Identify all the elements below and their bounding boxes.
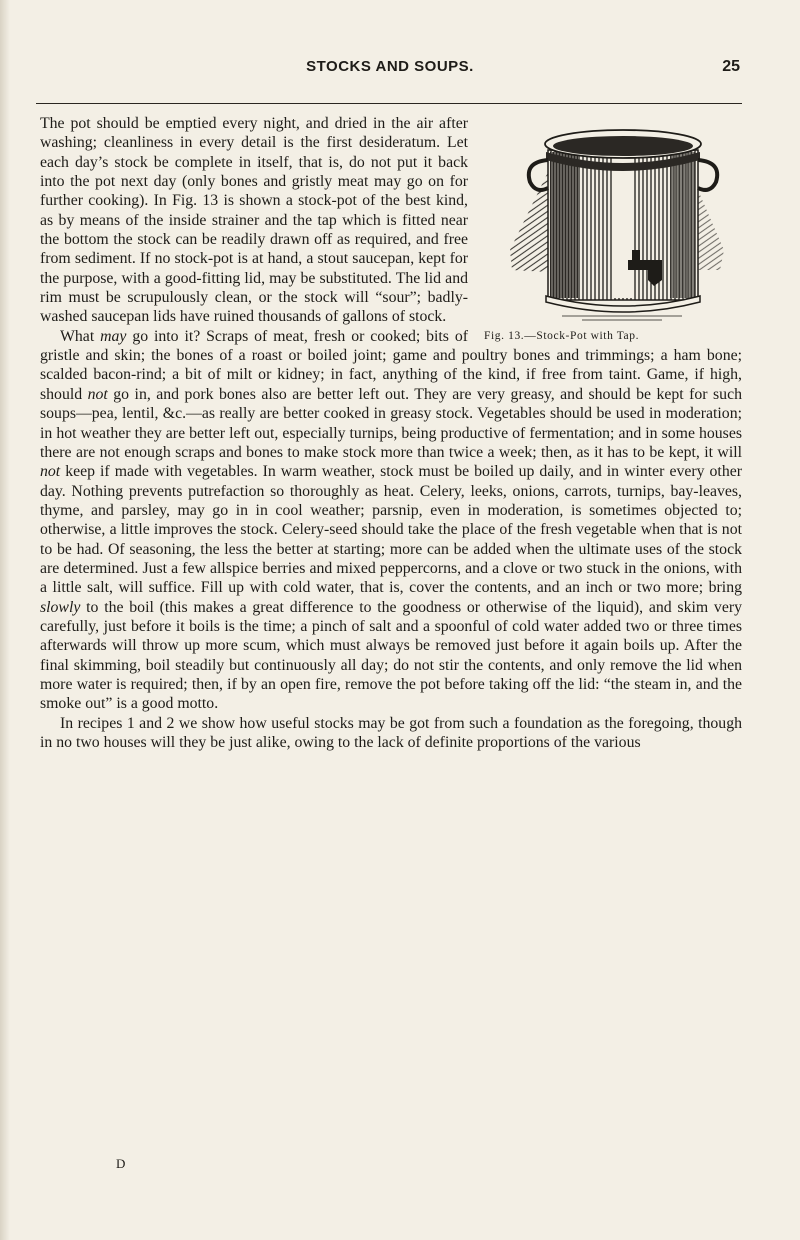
emphasis-slowly: slowly: [40, 598, 81, 616]
emphasis-not-1: not: [87, 385, 108, 403]
emphasis-may: may: [100, 327, 127, 345]
paragraph-3-text: In recipes 1 and 2 we show how useful stocks may be got from such a foundation as the foregoing, though in no two houses will they be just alike, owing to the lack of definite proportions of the various: [40, 714, 742, 751]
signature-mark: D: [116, 1156, 126, 1171]
figure-13: [484, 120, 746, 344]
body-text: [40, 114, 742, 752]
page-edge-shadow: [0, 0, 10, 1240]
header-rule: [36, 103, 742, 104]
paragraph-3: [40, 714, 742, 753]
figure-caption: Fig. 13.—Stock-Pot with Tap.: [484, 330, 640, 342]
running-title: STOCKS AND SOUPS.: [306, 58, 474, 75]
paragraph-2-text-e: to the boil (this makes a great difference to the goodness or otherwise of the liquid), and skim very carefully, just before it boils is the time; a pinch of salt and a spoonful of cold water added two or three times afterwards will throw up more scum, which must always be removed just before it again boils up. After the final skimming, boil steadily but continuously all day; do not stir the contents, and only remove the lid when more water is required; then, if by an open fire, remove the pot before taking off the lid: “the steam in, and the smoke out” is a good motto.: [40, 598, 742, 713]
paragraph-2-text-a: What: [60, 327, 101, 345]
paragraph-1-text: The pot should be emptied every night, and dried in the air after washing; cleanliness in every detail is the first desideratum. Let each day’s stock be complete in itself, that is, do not put it back into the pot next day (only bones and gristly meat may go on for further cooking). In Fig. 13 is shown a stock-pot of the best kind, as by means of the inside strainer and the tap which is fitted near the bottom the stock can be readily drawn off as required, and free from sediment. If no stock-pot is at hand, a stout saucepan, kept for the purpose, with a good-fitting lid, may be substituted. The lid and rim must be scrupulously clean, or the stock will “sour”; badly-washed saucepan lids have ruined thousands of gallons of stock.: [40, 115, 468, 326]
page-header: [40, 58, 740, 80]
emphasis-not-2: not: [40, 463, 61, 481]
stock-pot-with-tap-illustration: [502, 120, 728, 326]
paragraph-2-text-b: go into it? Scraps of meat, fresh or cooked; bits of gristle and skin; the bones of a roast or boiled joint; game and poultry bones and trimmings; a ham bone; scalded bacon-rind; a bit of milt or kidney; in fact, anything of the kind, if free from taint. Game, if high, should: [40, 327, 742, 403]
page-number: 25: [722, 58, 740, 75]
paragraph-2-text-d: keep if made with vegetables. In warm weather, stock must be boiled up daily, and in winter every other day. Nothing prevents putrefaction so thoroughly as heat. Celery, leeks, onions, carrots, turnips, bay-leaves, thyme, and parsley, may go in in cool weather; parsnip, even in moderation, is sometimes objected to; otherwise, a little improves the stock. Celery-seed should take the place of the fresh vegetable when that is not to be had. Of seasoning, the less the better at starting; more can be added when the ultimate uses of the stock are determined. Just a few allspice berries and mixed peppercorns, and a clove or two stuck in the onions, with a little salt, will suffice. Fill up with cold water, that is, cover the contents, and an inch or two more; bring: [40, 463, 742, 597]
paragraph-2: [40, 327, 742, 714]
paragraph-2-text-c: go in, and pork bones also are better left out. They are very greasy, and should be kept for such soups—pea, lentil, &c.—as really are better cooked in greasy stock. Vegetables should be used in moderation; in hot weather they are better left out, especially turnips, being productive of fermentation; and in some houses there are not enough scraps and bones to make stock more than twice a week; then, as it has to be kept, it will: [40, 385, 742, 461]
